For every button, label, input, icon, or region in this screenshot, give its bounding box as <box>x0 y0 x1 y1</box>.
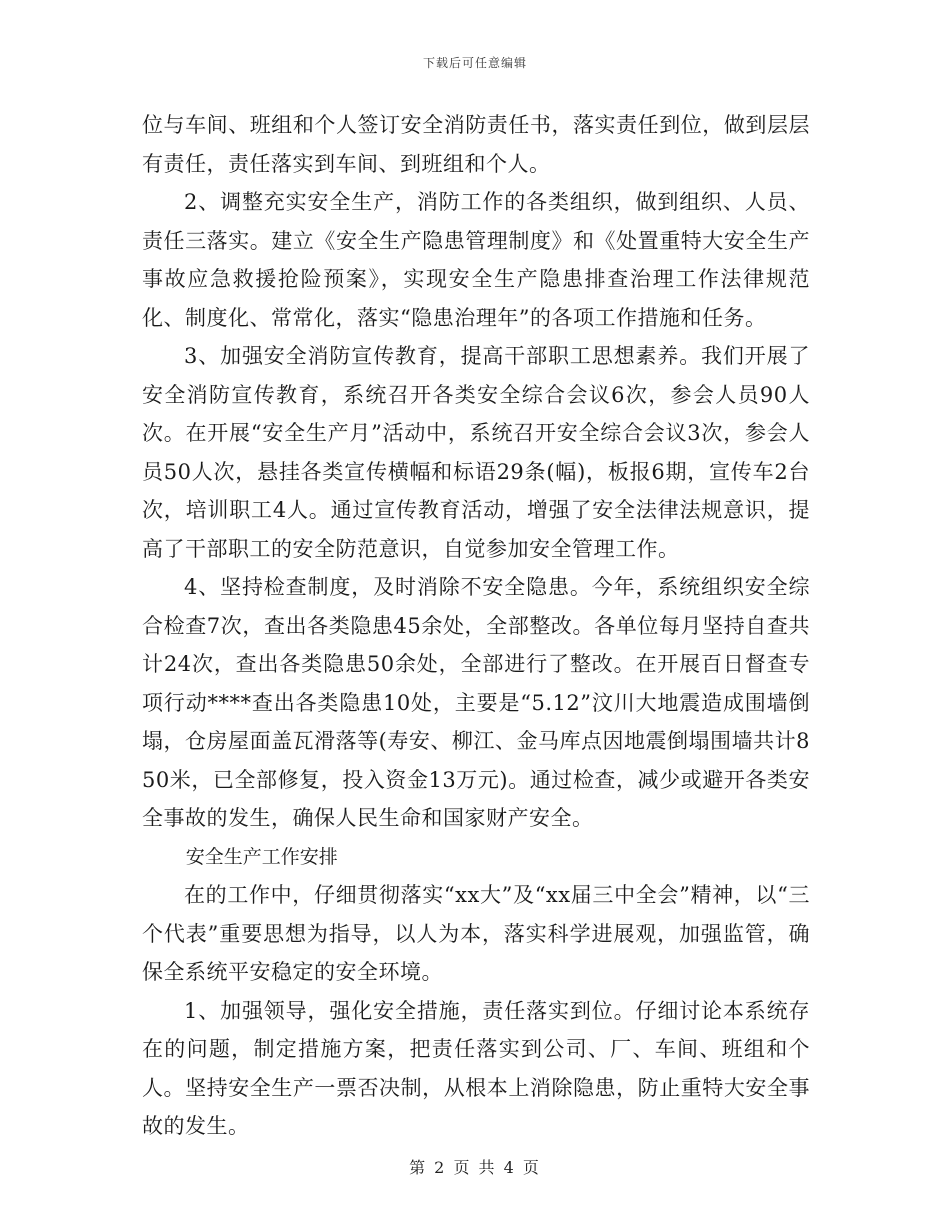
page-number-footer: 第 2 页 共 4 页 <box>409 1158 541 1177</box>
paragraph-item-3: 3、加强安全消防宣传教育，提高干部职工思想素养。我们开展了安全消防宣传教育，系统召开各类安全综合会议6次，参会人员90人次。在开展“安全生产月”活动中，系统召开安全综合会议3次，参会人员50人次，悬挂各类宣传横幅和标语29条(幅)，板报6期，宣传车2台次，培训职工4人。通过宣传教育活动，增强了安全法律法规意识，提高了干部职工的安全防范意识，自觉参加安全管理工作。 <box>142 344 810 561</box>
page-header: 下载后可任意编辑 <box>422 56 527 70</box>
paragraph-item-2: 2、调整充实安全生产，消防工作的各类组织，做到组织、人员、责任三落实。建立《安全生产隐患管理制度》和《处置重特大安全生产事故应急救援抢险预案》，实现安全生产隐患排查治理工作法律规范化、制度化、常常化，落实“隐患治理年”的各项工作措施和任务。 <box>142 190 810 330</box>
paragraph-work-plan-intro: 在的工作中，仔细贯彻落实“xx大”及“xx届三中全会”精神，以“三个代表”重要思想为指导，以人为本，落实科学进展观，加强监管，确保全系统平安稳定的安全环境。 <box>142 883 810 984</box>
paragraph-responsibility-continued: 位与车间、班组和个人签订安全消防责任书，落实责任到位，做到层层有责任，责任落实到车间、到班组和个人。 <box>142 113 810 176</box>
paragraph-item-4: 4、坚持检查制度，及时消除不安全隐患。今年，系统组织安全综合检查7次，查出各类隐患45余处，全部整改。各单位每月坚持自查共计24次，查出各类隐患50余处，全部进行了整改。在开展百日督查专项行动****查出各类隐患10处，主要是“5.12”汶川大地震造成围墙倒塌，仓房屋面盖瓦滑落等(寿安、柳江、金马库点因地震倒塌围墙共计850米，已全部修复，投入资金13万元)。通过检查，减少或避开各类安全事故的发生，确保人民生命和国家财产安全。 <box>142 575 810 830</box>
section-heading: 安全生产工作安排 <box>185 845 338 868</box>
document-body <box>142 106 810 1146</box>
paragraph-plan-item-1: 1、加强领导，强化安全措施，责任落实到位。仔细讨论本系统存在的问题，制定措施方案，把责任落实到公司、厂、车间、班组和个人。坚持安全生产一票否决制，从根本上消除隐患，防止重特大安全事故的发生。 <box>142 998 810 1138</box>
